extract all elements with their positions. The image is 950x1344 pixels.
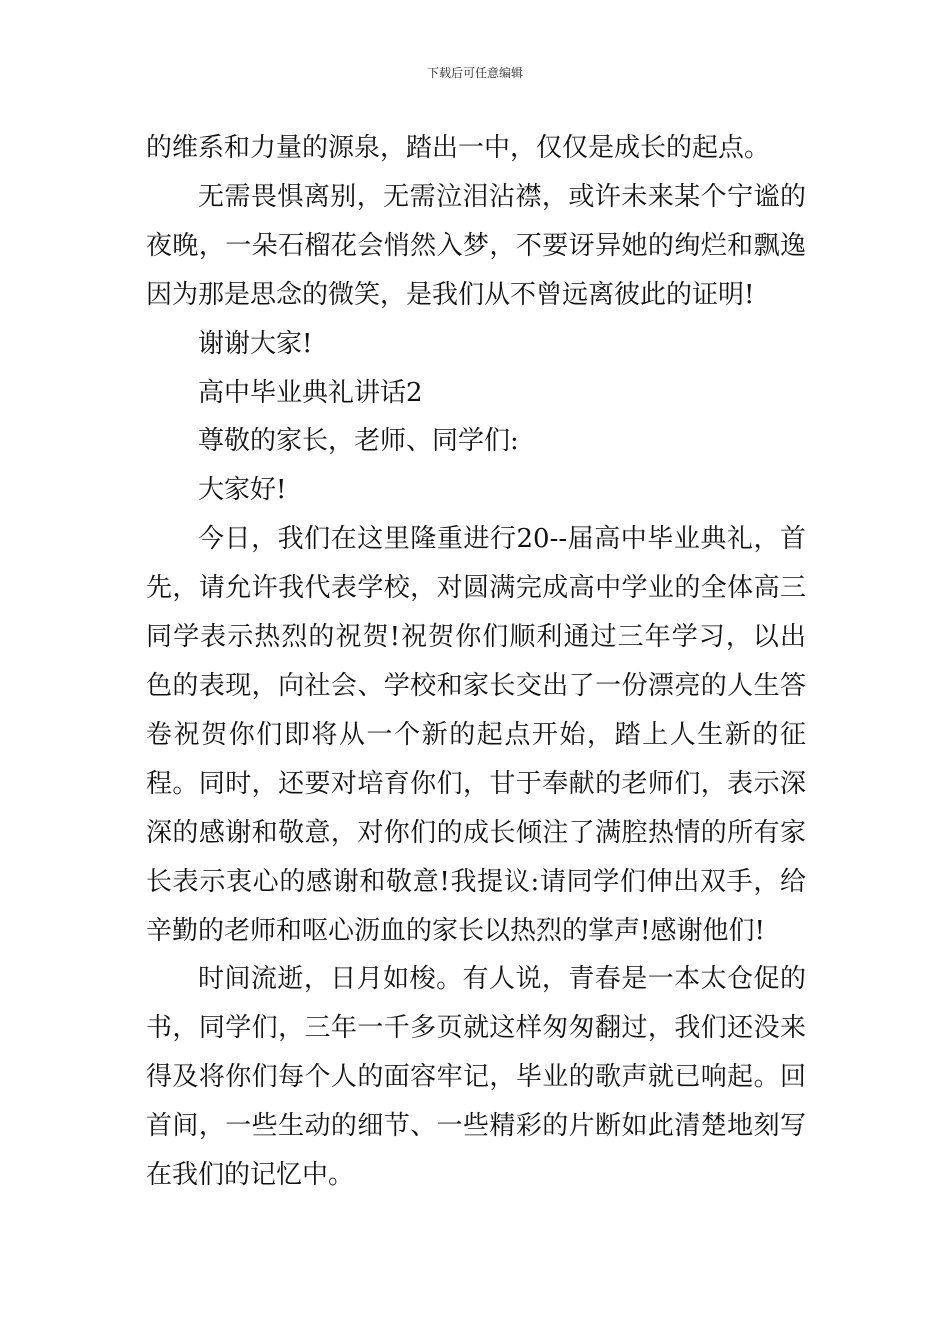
- paragraph-congratulations: 今日，我们在这里隆重进行20--届高中毕业典礼，首先，请允许我代表学校，对圆满完成高中学业的全体高三同学表示热烈的祝贺!祝贺你们顺利通过三年学习，以出色的表现，向社会、学校和家长交出了一份漂亮的人生答卷祝贺你们即将从一个新的起点开始，踏上人生新的征程。同时，还要对培育你们，甘于奉献的老师们，表示深深的感谢和敬意，对你们的成长倾注了满腔热情的所有家长表示衷心的感谢和敬意!我提议:请同学们伸出双手，给辛勤的老师和呕心沥血的家长以热烈的掌声!感谢他们!: [146, 524, 806, 946]
- paragraph-1: 的维系和力量的源泉，踏出一中，仅仅是成长的起点。: [146, 133, 771, 163]
- document-body: [146, 124, 806, 1200]
- header-note: 下载后可任意编辑: [426, 66, 523, 80]
- paragraph-time-passing: 时间流逝，日月如梭。有人说，青春是一本太仓促的书，同学们，三年一千多页就这样匆匆翻过，我们还没来得及将你们每个人的面容牢记，毕业的歌声就已响起。回首间，一些生动的细节、一些精彩的片断如此清楚地刻写在我们的记忆中。: [146, 964, 806, 1191]
- section-title: 高中毕业典礼讲话2: [198, 377, 423, 408]
- salutation: 尊敬的家长，老师、同学们:: [198, 426, 519, 457]
- paragraph-thanks: 谢谢大家!: [198, 328, 313, 359]
- greeting: 大家好!: [198, 475, 287, 506]
- paragraph-2: 无需畏惧离别，无需泣泪沾襟，或许未来某个宁谧的夜晚，一朵石榴花会悄然入梦，不要讶异她的绚烂和飘逸因为那是思念的微笑，是我们从不曾远离彼此的证明!: [146, 181, 806, 310]
